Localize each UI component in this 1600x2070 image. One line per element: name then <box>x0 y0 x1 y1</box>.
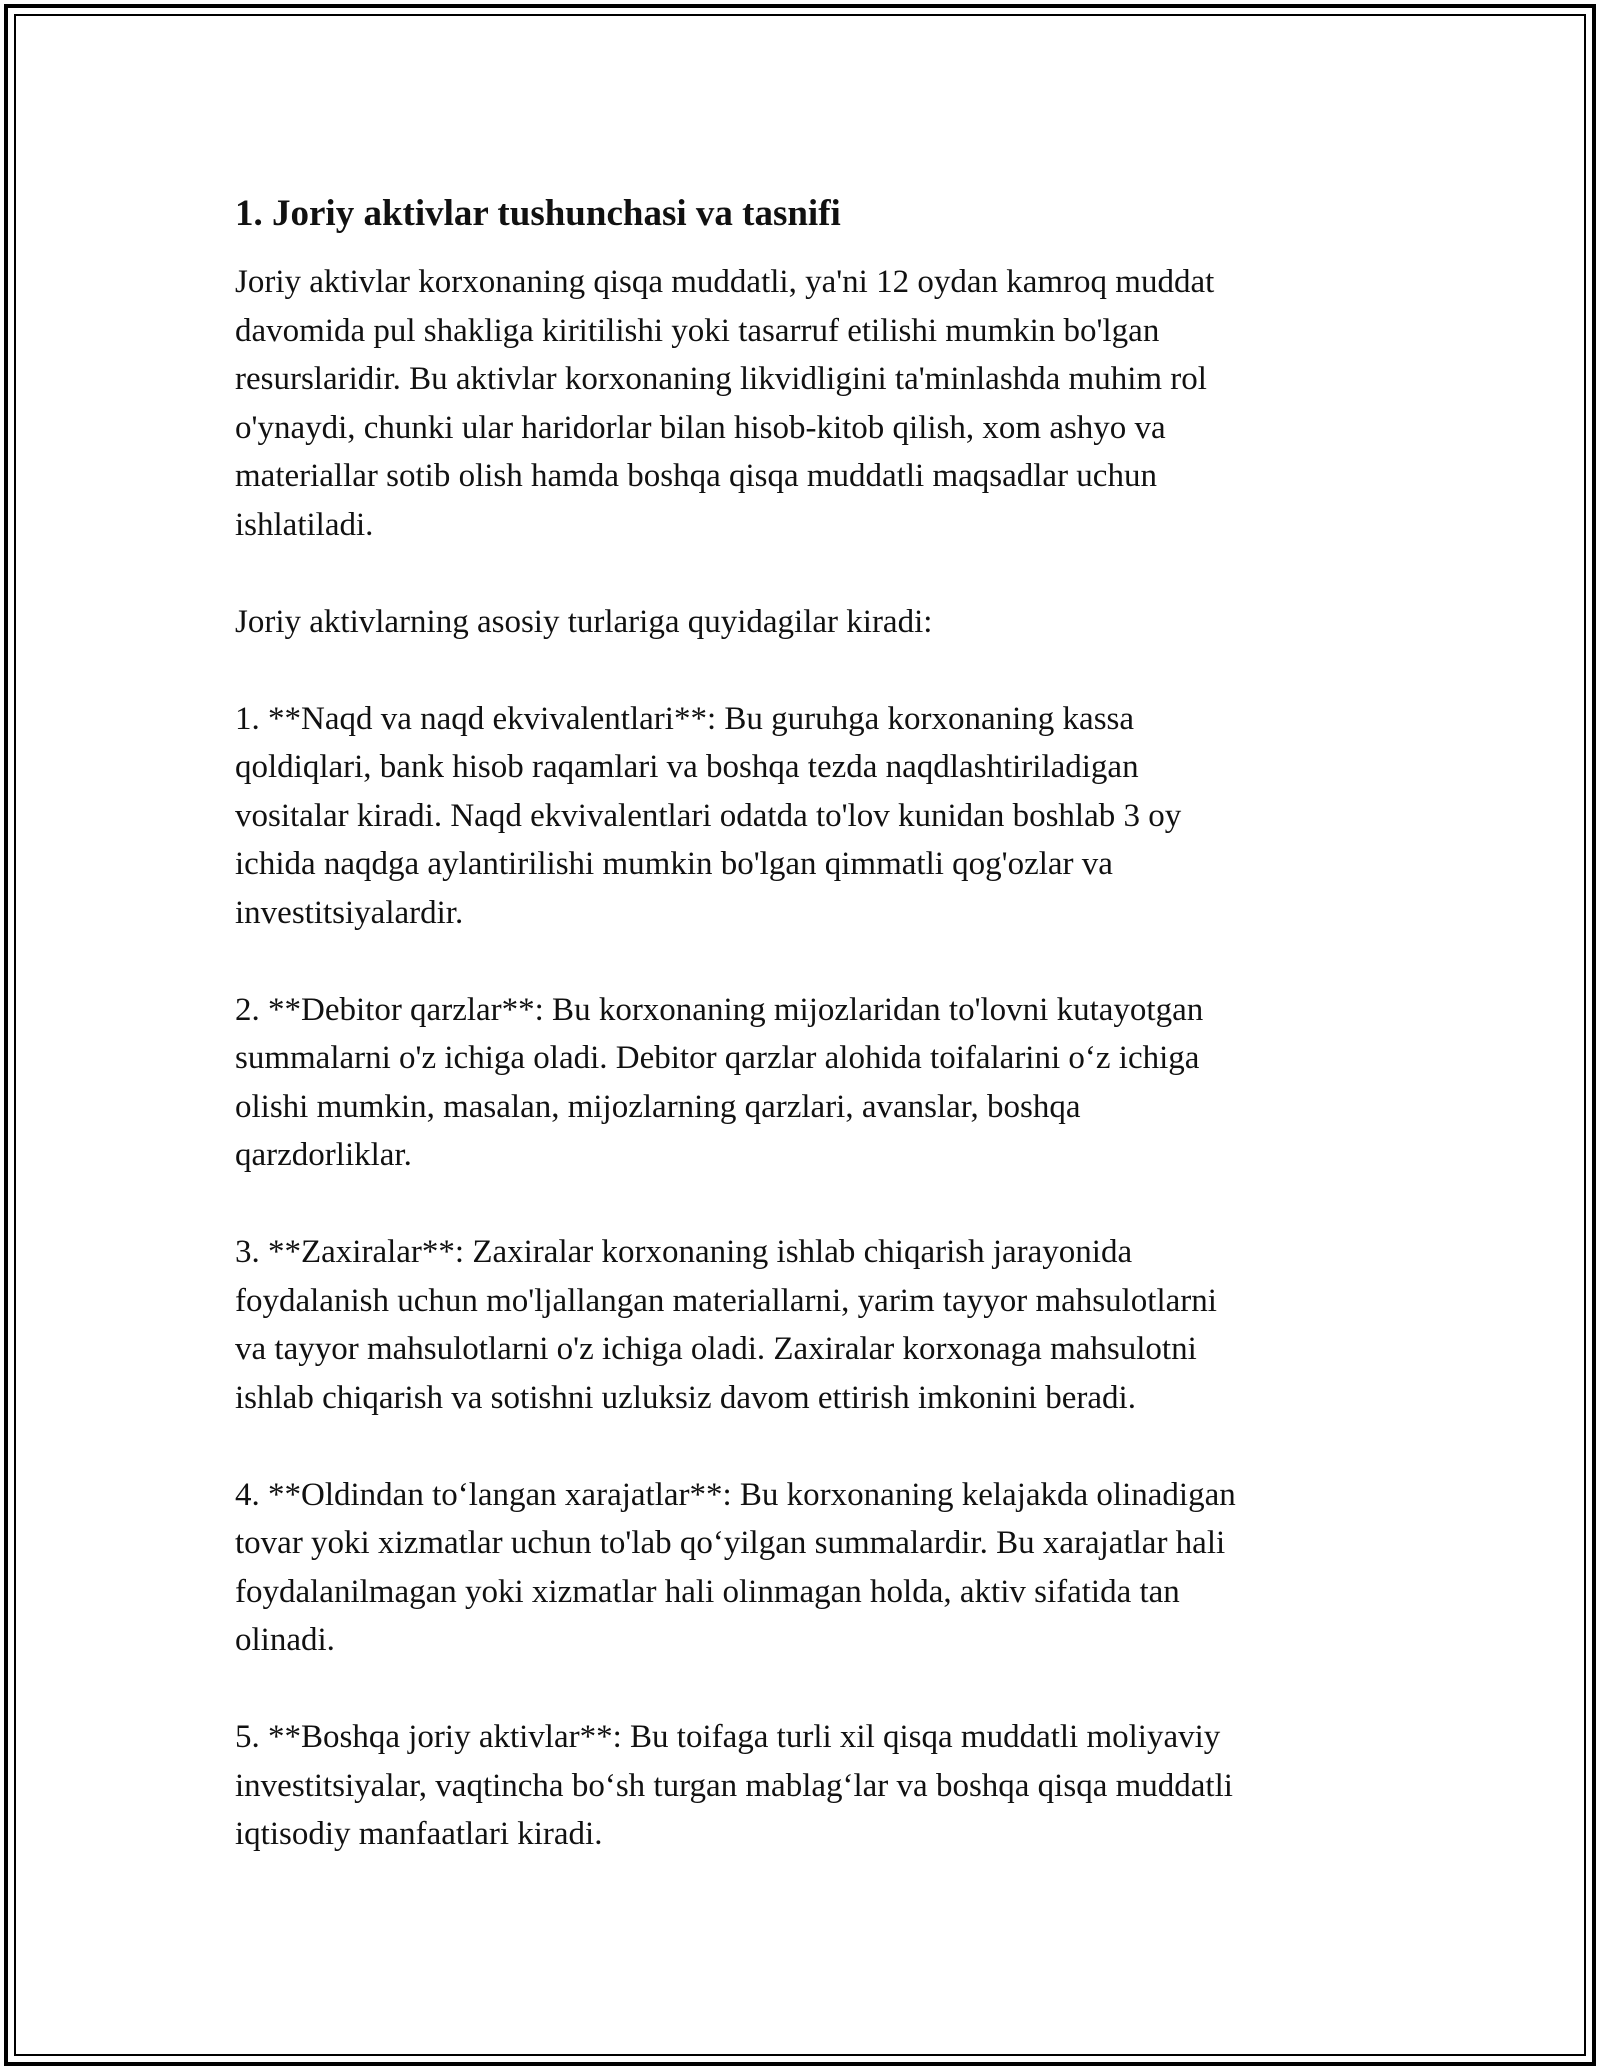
section-heading: 1. Joriy aktivlar tushunchasi va tasnifi <box>235 193 841 234</box>
list-item-receivables: 2. **Debitor qarzlar**: Bu korxonaning mijozlaridan to'lovni kutayotgan summalarni o'z ichiga oladi. Debitor qarzlar alohida toifalarini o‘z ichiga olishi mumkin, masalan, mijozlarning qarzlari, avanslar, boshqa qarzdorliklar. <box>235 991 1204 1173</box>
list-intro-paragraph: Joriy aktivlarning asosiy turlariga quyidagilar kiradi: <box>235 603 933 640</box>
intro-paragraph: Joriy aktivlar korxonaning qisqa muddatli, ya'ni 12 oydan kamroq muddat davomida pul shakliga kiritilishi yoki tasarruf etilishi mumkin bo'lgan resurslaridir. Bu aktivlar korxonaning likvidligini ta'minlashda muhim rol o'ynaydi, chunki ular haridorlar bilan hisob-kitob qilish, xom ashyo va materiallar sotib olish hamda boshqa qisqa muddatli maqsadlar uchun ishlatiladi. <box>235 264 1215 543</box>
list-item-cash: 1. **Naqd va naqd ekvivalentlari**: Bu guruhga korxonaning kassa qoldiqlari, bank hisob raqamlari va boshqa tezda naqdlashtiriladigan vositalar kiradi. Naqd ekvivalentlari odatda to'lov kunidan boshlab 3 oy ichida naqdga aylantirilishi mumkin bo'lgan qimmatli qog'ozlar va investitsiyalardir. <box>235 700 1182 931</box>
list-item-other-current-assets: 5. **Boshqa joriy aktivlar**: Bu toifaga turli xil qisqa muddatli moliyaviy investitsiyalar, vaqtincha bo‘sh turgan mablag‘lar va boshqa qisqa muddatli iqtisodiy manfaatlari kiradi. <box>235 1719 1233 1852</box>
list-item-inventories: 3. **Zaxiralar**: Zaxiralar korxonaning ishlab chiqarish jarayonida foydalanish uchun mo'ljallangan materiallarni, yarim tayyor mahsulotlarni va tayyor mahsulotlarni o'z ichiga oladi. Zaxiralar korxonaga mahsulotni ishlab chiqarish va sotishni uzluksiz davom ettirish imkonini beradi. <box>235 1234 1217 1416</box>
document-body <box>235 188 1375 1907</box>
list-item-prepaid-expenses: 4. **Oldindan to‘langan xarajatlar**: Bu korxonaning kelajakda olinadigan tovar yoki xizmatlar uchun to'lab qo‘yilgan summalardir. Bu xarajatlar hali foydalanilmagan yoki xizmatlar hali olinmagan holda, aktiv sifatida tan olinadi. <box>235 1476 1236 1658</box>
